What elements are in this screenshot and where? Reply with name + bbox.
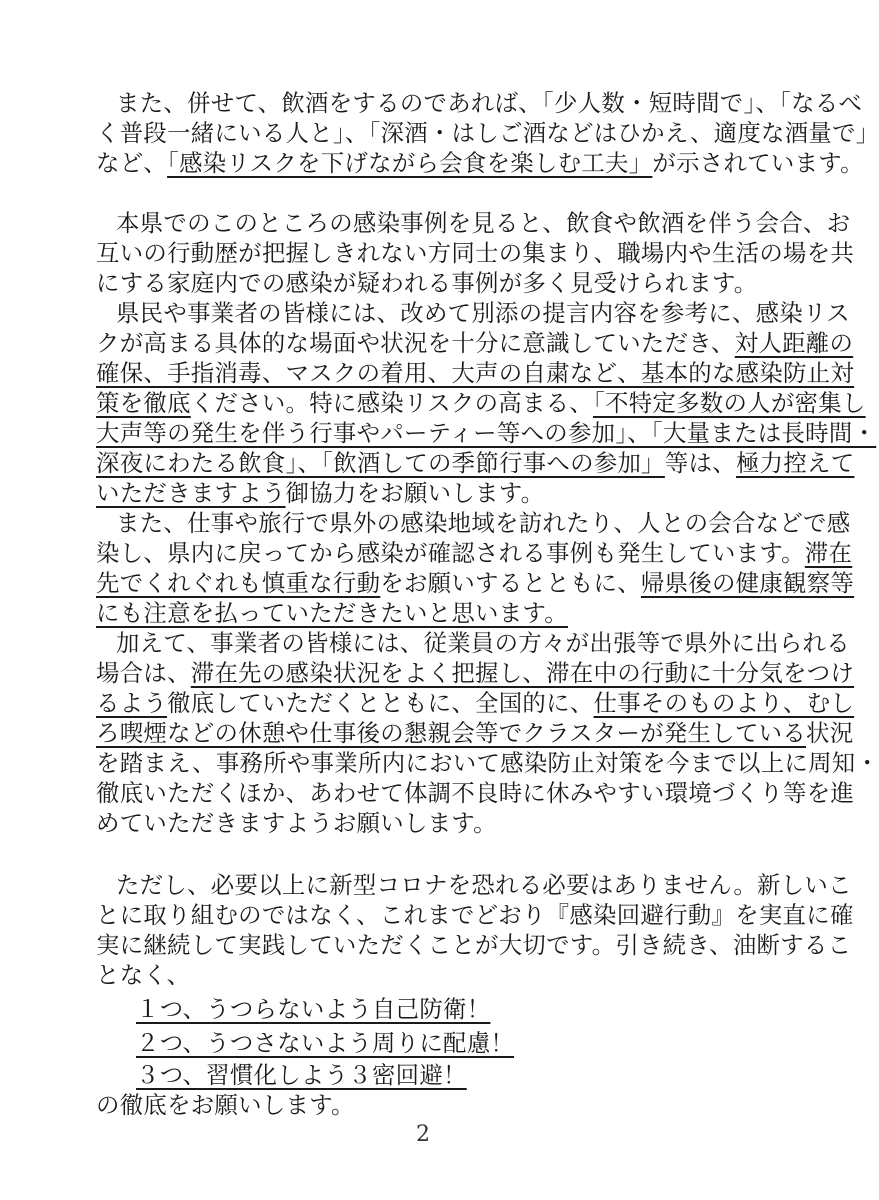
underlined-text: 策を徹底 <box>96 389 191 417</box>
para3-line4 <box>96 388 866 418</box>
para1-line3 <box>96 148 864 178</box>
para6-line1 <box>116 870 852 900</box>
underlined-text: 帰県後の健康観察等 <box>640 569 855 597</box>
para5-line7 <box>96 808 497 838</box>
para4-line1 <box>116 508 850 538</box>
slogan-3 <box>136 1060 467 1090</box>
underlined-text: 確保、手指消毒、マスクの着用、大声の自粛など、基本的な感染防止対 <box>96 359 855 387</box>
underlined-text: 極力控えて <box>735 449 855 477</box>
text: 状況 <box>806 719 854 747</box>
underlined-text: 仕事そのものより、むし <box>593 689 855 717</box>
text: を踏まえ、事務所や事業所内において感染防止対策を今まで以上に周知・ <box>96 749 879 777</box>
text: ただし、必要以上に新型コロナを恐れる必要はありません。新しいこ <box>116 871 852 899</box>
para5-line2 <box>96 658 854 688</box>
text: 徹底していただくとともに、全国的に、 <box>167 689 594 717</box>
text: 場合は、 <box>96 659 191 687</box>
text: 加えて、事業者の皆様には、従業員の方々が出張等で県外に出られる <box>116 629 850 657</box>
text: をお願いするとともに、 <box>380 569 641 597</box>
page-number: 2 <box>416 1122 430 1147</box>
underlined-text: 大声等の発生を伴う行事やパーティー等への参加」、「大量または長時間・ <box>96 419 877 447</box>
para3-line1 <box>116 298 850 328</box>
underlined-text: 「感染リスクを下げながら会食を楽しむ工夫」 <box>167 149 653 177</box>
underlined-text: ろ喫煙などの休憩や仕事後の懇親会等でクラスターが発生している <box>96 719 807 747</box>
text: 県民や事業者の皆様には、改めて別添の提言内容を参考に、感染リス <box>116 299 850 327</box>
text: ください。特に感染リスクの高まる、 <box>190 389 594 417</box>
underlined-text: 滞在 <box>804 539 853 567</box>
text: 等は、 <box>664 449 736 477</box>
underlined-text: 先でくれぐれも慎重な行動 <box>96 569 381 597</box>
text: めていただきますようお願いします。 <box>96 809 497 837</box>
underlined-text: るよう <box>96 689 168 717</box>
text: 本県でのこのところの感染事例を見ると、飲食や飲酒を伴う会合、お <box>116 209 851 237</box>
underlined-text: ３つ、習慣化しよう３密回避！ <box>136 1061 467 1089</box>
text: にする家庭内での感染が疑われる事例が多く見受けられます。 <box>96 269 758 297</box>
text: く普段一緒にいる人と」、「深酒・はしご酒などはひかえ、適度な酒量で」 <box>96 119 879 147</box>
underlined-text: 対人距離の <box>734 329 854 357</box>
para3-line5 <box>96 418 876 448</box>
text: とに取り組むのではなく、これまでどおり『感染回避行動』を実直に確 <box>96 901 854 929</box>
para6-line3 <box>96 930 851 960</box>
underlined-text: 滞在先の感染状況をよく把握し、滞在中の行動に十分気をつけ <box>190 659 855 687</box>
para6-line2 <box>96 900 854 930</box>
para4-line4 <box>96 598 568 628</box>
para1-line1 <box>116 88 862 118</box>
para2-line1 <box>116 208 850 238</box>
underlined-text: 深夜にわたる飲食」、「飲酒しての季節行事への参加」 <box>96 449 665 477</box>
text: 互いの行動歴が把握しきれない方同士の集まり、職場内や生活の場を共 <box>96 239 855 267</box>
para3-line3 <box>96 358 854 388</box>
slogan-1 <box>136 994 490 1024</box>
para5-line5 <box>96 748 879 778</box>
underlined-text: にも注意を払っていただきたいと思います。 <box>96 599 568 627</box>
underlined-text: １つ、うつらないよう自己防衛！ <box>136 995 491 1023</box>
text: の徹底をお願いします。 <box>96 1091 355 1119</box>
underlined-text: いただきますよう <box>96 479 286 507</box>
para5-line6 <box>96 778 854 808</box>
para5-line4 <box>96 718 853 748</box>
para1-line2 <box>96 118 879 148</box>
para2-line3 <box>96 268 757 298</box>
para3-line7 <box>96 478 544 508</box>
para3-line2 <box>96 328 853 358</box>
para6-line4 <box>96 960 190 990</box>
para4-line3 <box>96 568 854 598</box>
underlined-text: 「不特定多数の人が密集し <box>593 389 866 417</box>
para2-line2 <box>96 238 854 268</box>
slogan-2 <box>136 1028 514 1058</box>
text: また、併せて、飲酒をするのであれば、「少人数・短時間で」、「なるべ <box>116 89 863 117</box>
text: 御協力をお願いします。 <box>285 479 545 507</box>
para5-line1 <box>116 628 850 658</box>
para4-line2 <box>96 538 852 568</box>
text: など、 <box>96 149 168 177</box>
text: となく、 <box>96 961 191 989</box>
text: 徹底いただくほか、あわせて体調不良時に休みやすい環境づくり等を進 <box>96 779 855 807</box>
text: 染し、県内に戻ってから感染が確認される事例も発生しています。 <box>96 539 805 567</box>
closing-line <box>96 1090 355 1120</box>
text: クが高まる具体的な場面や状況を十分に意識していただき、 <box>96 329 735 357</box>
text: が示されています。 <box>652 149 864 177</box>
underlined-text: ２つ、うつさないよう周りに配慮！ <box>136 1029 515 1057</box>
text: また、仕事や旅行で県外の感染地域を訪れたり、人との会合などで感 <box>116 509 851 537</box>
para5-line3 <box>96 688 854 718</box>
para3-line6 <box>96 448 854 478</box>
text: 実に継続して実践していただくことが大切です。引き続き、油断するこ <box>96 931 852 959</box>
